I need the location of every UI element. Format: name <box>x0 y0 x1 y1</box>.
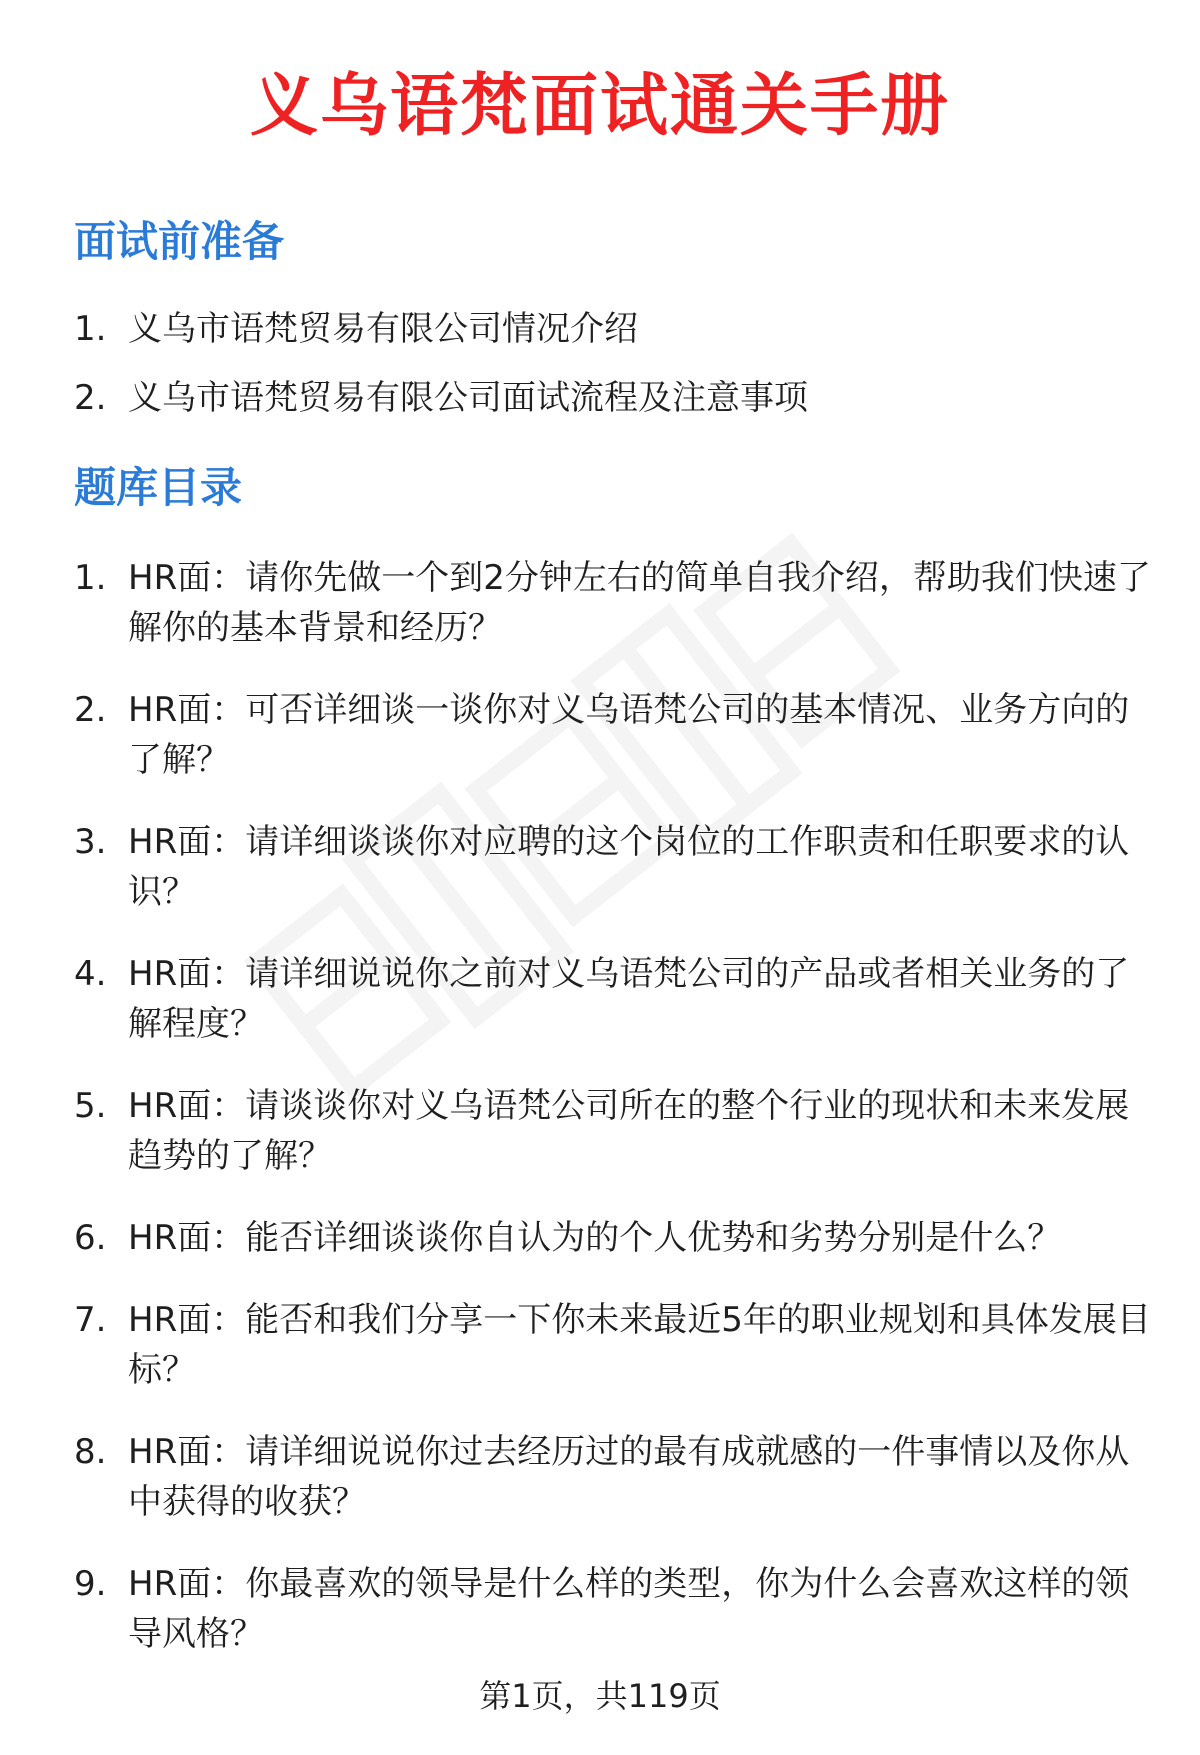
item-text: 义乌市语梵贸易有限公司情况介绍 <box>128 309 638 349</box>
item-number: 5. <box>74 1086 107 1126</box>
list-item <box>74 685 1154 785</box>
item-text: HR面：请谈谈你对义乌语梵公司所在的整个行业的现状和未来发展趋势的了解？ <box>128 1086 1130 1176</box>
document-title: 义乌语梵面试通关手册 <box>249 67 950 146</box>
list-item <box>74 1213 1154 1263</box>
item-text: HR面：请详细说说你之前对义乌语梵公司的产品或者相关业务的了解程度？ <box>128 954 1130 1044</box>
list-item <box>74 304 1154 354</box>
item-text: HR面：请你先做一个到2分钟左右的简单自我介绍，帮助我们快速了解你的基本背景和经历？ <box>128 558 1151 648</box>
prep-list <box>74 304 1154 442</box>
section-heading-prep: 面试前准备 <box>74 217 285 266</box>
item-number: 1. <box>74 558 107 598</box>
item-number: 9. <box>74 1564 107 1604</box>
item-text: HR面：你最喜欢的领导是什么样的类型，你为什么会喜欢这样的领导风格？ <box>128 1564 1130 1654</box>
item-number: 3. <box>74 822 107 862</box>
item-number: 6. <box>74 1218 107 1258</box>
list-item <box>74 1427 1154 1527</box>
list-item <box>74 1559 1154 1659</box>
list-item <box>74 949 1154 1049</box>
item-text: HR面：请详细说说你过去经历过的最有成就感的一件事情以及你从中获得的收获？ <box>128 1432 1130 1522</box>
item-number: 2. <box>74 690 107 730</box>
list-item <box>74 553 1154 653</box>
item-number: 7. <box>74 1300 107 1340</box>
item-number: 8. <box>74 1432 107 1472</box>
list-item <box>74 1295 1154 1395</box>
list-item <box>74 373 1154 423</box>
section-heading-question-bank: 题库目录 <box>74 463 243 512</box>
item-number: 1. <box>74 309 107 349</box>
item-text: HR面：能否和我们分享一下你未来最近5年的职业规划和具体发展目标？ <box>128 1300 1151 1390</box>
item-text: HR面：可否详细谈一谈你对义乌语梵公司的基本情况、业务方向的了解？ <box>128 690 1130 780</box>
page-number-footer: 第1页，共119页 <box>479 1677 721 1715</box>
item-number: 4. <box>74 954 107 994</box>
item-text: HR面：请详细谈谈你对应聘的这个岗位的工作职责和任职要求的认识？ <box>128 822 1130 912</box>
item-text: 义乌市语梵贸易有限公司面试流程及注意事项 <box>128 378 808 418</box>
item-number: 2. <box>74 378 107 418</box>
item-text: HR面：能否详细谈谈你自认为的个人优势和劣势分别是什么？ <box>128 1218 1062 1258</box>
question-bank-list <box>74 553 1154 1691</box>
list-item <box>74 817 1154 917</box>
list-item <box>74 1081 1154 1181</box>
